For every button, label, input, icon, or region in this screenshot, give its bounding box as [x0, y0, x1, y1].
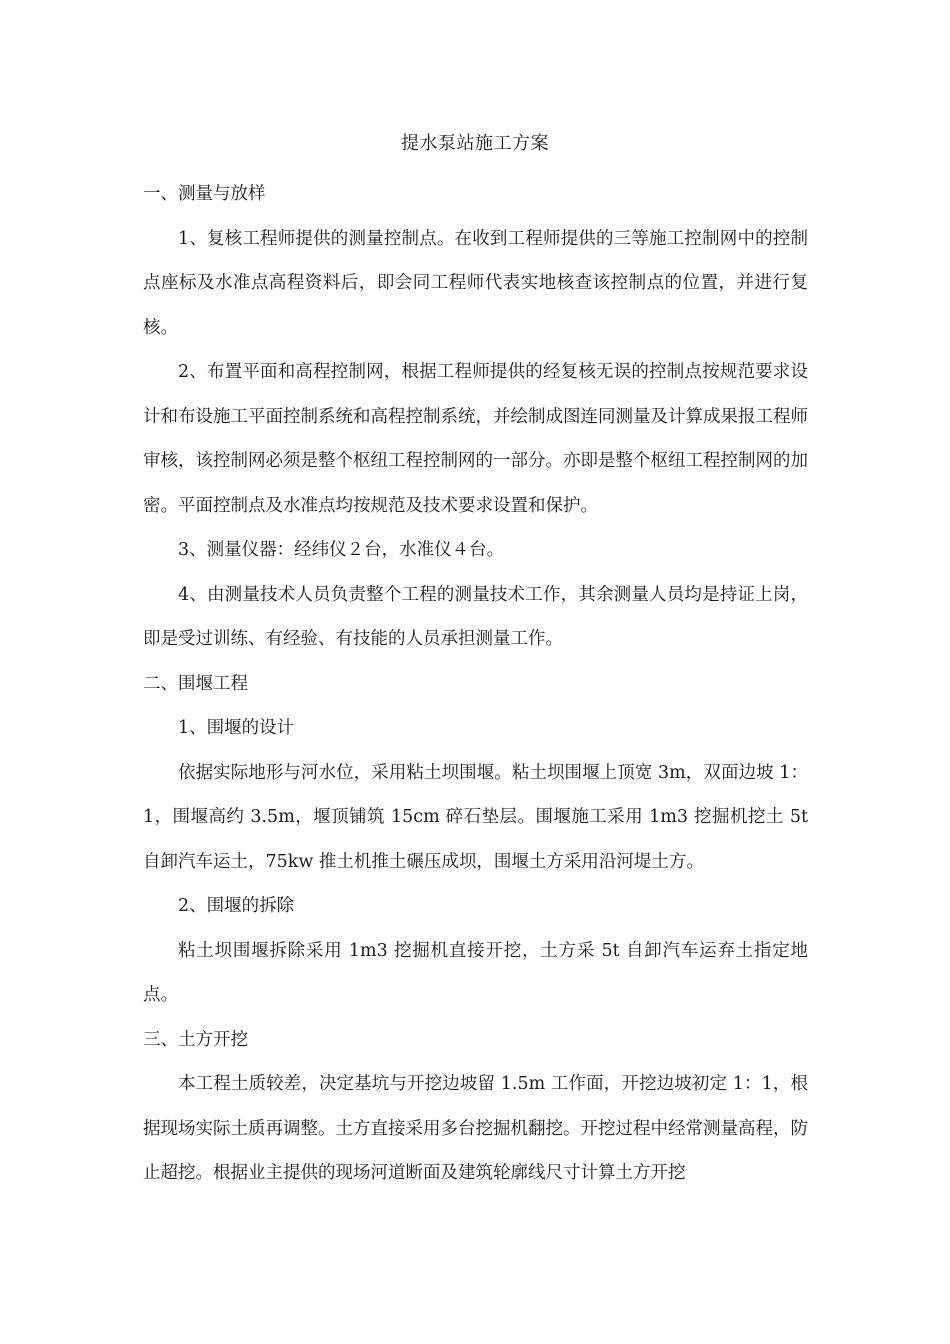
section-heading-survey: 一、测量与放样 [143, 184, 266, 204]
paragraph-survey-3: 3、测量仪器：经纬仪２台，水准仪４台。 [178, 540, 505, 560]
paragraph-cofferdam-removal: 粘土坝围堰拆除采用 1m3 挖掘机直接开挖，土方采 5t 自卸汽车运弃土指定地点。 [143, 940, 808, 1005]
subheading-cofferdam-removal: 2、围堰的拆除 [178, 896, 295, 916]
paragraph-cofferdam-design: 依据实际地形与河水位，采用粘土坝围堰。粘土坝围堰上顶宽 3m，双面边坡 1：1，围堰高约 3.5m，堰顶铺筑 15cm 碎石垫层。围堰施工采用 1m3 挖掘机挖土 5t 自卸汽车运土，75kw 推土机推土碾压成坝，围堰土方采用沿河堤土方。 [143, 762, 808, 872]
section-heading-excavation: 三、土方开挖 [143, 1029, 248, 1050]
paragraph-excavation: 本工程土质较差，决定基坑与开挖边坡留 1.5m 工作面，开挖边坡初定 1：1，根据现场实际土质再调整。土方直接采用多台挖掘机翻挖。开挖过程中经常测量高程，防止超挖。根据业主提供的现场河道断面及建筑轮廓线尺寸计算土方开挖 [143, 1074, 808, 1183]
document-title: 提水泵站施工方案 [401, 133, 549, 154]
document-body [143, 172, 808, 1196]
paragraph-survey-1: 1、复核工程师提供的测量控制点。在收到工程师提供的三等施工控制网中的控制点座标及水准点高程资料后，即会同工程师代表实地核查该控制点的位置，并进行复核。 [143, 228, 808, 338]
paragraph-survey-4: 4、由测量技术人员负责整个工程的测量技术工作，其余测量人员均是持证上岗，即是受过训练、有经验、有技能的人员承担测量工作。 [143, 584, 808, 649]
subheading-cofferdam-design: 1、围堰的设计 [178, 718, 295, 738]
paragraph-survey-2: 2、布置平面和高程控制网，根据工程师提供的经复核无误的控制点按规范要求设计和布设施工平面控制系统和高程控制系统，并绘制成图连同测量及计算成果报工程师审核，该控制网必须是整个枢纽工程控制网的一部分。亦即是整个枢纽工程控制网的加密。平面控制点及水准点均按规范及技术要求设置和保护。 [143, 362, 808, 516]
section-heading-cofferdam: 二、围堰工程 [143, 673, 248, 694]
